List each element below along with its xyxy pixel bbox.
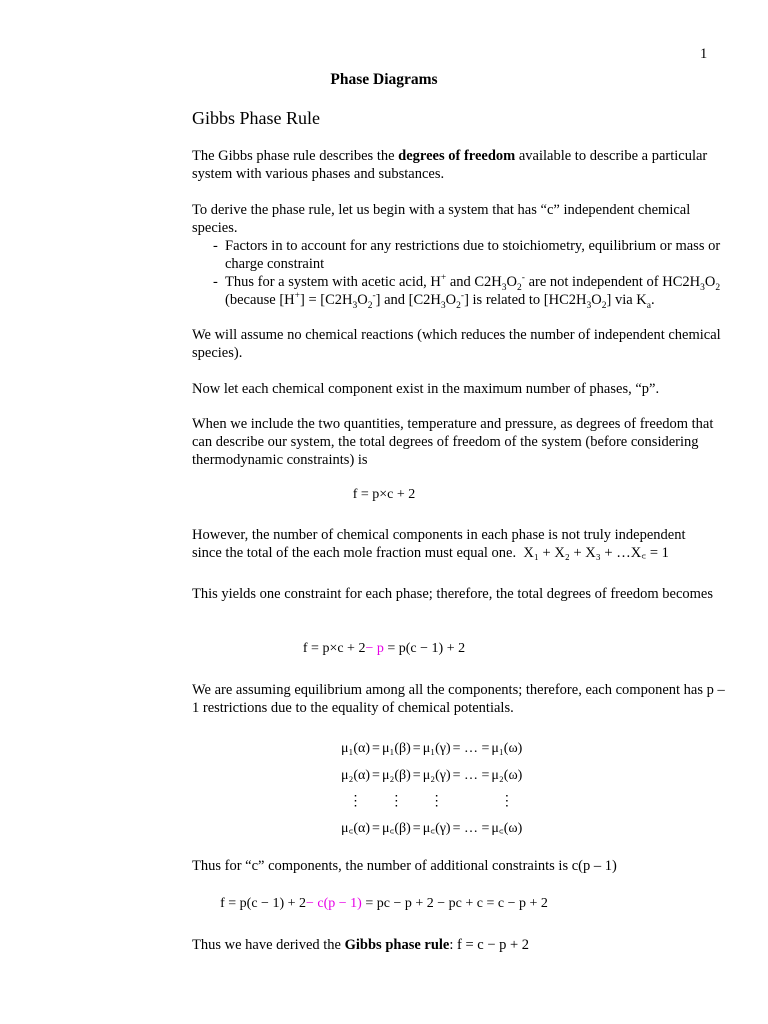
- constraint-phase-paragraph: This yields one constraint for each phase; therefore, the total degrees of freedom becomes: [192, 586, 713, 602]
- list-item: - Factors in to account for any restrictions due to stoichiometry, equilibrium or mass or charge constraint: [213, 237, 743, 273]
- equilibrium-paragraph: We are assuming equilibrium among all the components; therefore, each component has p – 1 restrictions due to the equality of chemical potentials.: [192, 682, 725, 716]
- list-item: - Thus for a system with acetic acid, H+ and $C2H_3O_2^-$ are not independent of $HC2H_3O_2$ (because $[H^+] = [C2H_3O_2^-]$ and $[C2H_3O_2^-]$ is related to $[HC2H_3O_2]$ via $K_a$.: [213, 273, 743, 309]
- equation-term: μ꜀(γ): [422, 820, 451, 836]
- conclusion-paragraph: Thus we have derived the Gibbs phase rule: f = c − p + 2: [192, 937, 530, 953]
- equation-term: ⋮: [499, 794, 514, 809]
- equation-row: [340, 736, 523, 763]
- equation-term: = … =: [452, 820, 490, 836]
- degrees-of-freedom-term: degrees of freedom: [398, 148, 516, 164]
- gibbs-phase-rule-term: Gibbs phase rule: [344, 937, 450, 953]
- equation-degrees-freedom: f = p×c + 2: [352, 487, 416, 502]
- equation-term: ⋮: [389, 794, 404, 809]
- derive-paragraph: To derive the phase rule, let us begin with a system that has “c” independent chemical species.: [192, 202, 691, 236]
- equation-term: μ₁(γ): [422, 741, 451, 756]
- equation-term: μ₁(ω): [491, 741, 523, 756]
- page-number: 1: [700, 46, 708, 62]
- equation-row: [340, 816, 523, 843]
- equation-term: μ₂(β): [381, 767, 411, 783]
- mole-fraction-paragraph: However, the number of chemical components in each phase is not truly independent since the total of the each mole fraction must equal one. X₁ + X₂ + X₃ + …X꜀ = 1: [192, 527, 686, 561]
- equation-row: [340, 763, 523, 790]
- equation-term: =: [372, 820, 380, 836]
- equation-term: μ꜀(β): [381, 820, 411, 836]
- equation-constraint: f = p×c + 2− p = p(c − 1) + 2: [302, 641, 466, 656]
- page-title: Phase Diagrams: [330, 71, 438, 88]
- section-heading: Gibbs Phase Rule: [192, 108, 320, 128]
- highlight-term: − c(p − 1): [306, 896, 362, 911]
- equation-term: μ₁(α): [341, 741, 371, 756]
- equation-term: =: [412, 741, 421, 756]
- mole-fraction-equation: X₁ + X₂ + X₃ + …X꜀ = 1: [523, 545, 669, 561]
- equation-term: μ₂(γ): [422, 767, 451, 783]
- equation-term: ⋮: [348, 794, 363, 809]
- equation-term: μ₁(β): [381, 741, 411, 756]
- equation-term: μ₂(ω): [491, 767, 523, 783]
- restrictions-list: [213, 237, 743, 309]
- equation-term: =: [372, 741, 380, 756]
- equation-term: [371, 789, 381, 816]
- include-quantities-paragraph: When we include the two quantities, temperature and pressure, as degrees of freedom that can describe our system, the total degrees of freedom of the system (before considering thermodynamic constraints) is: [192, 416, 714, 468]
- equation-term: = … =: [452, 741, 490, 756]
- intro-paragraph: The Gibbs phase rule describes the degrees of freedom available to describe a particular system with various phases and substances.: [192, 148, 708, 182]
- equation-term: ⋮: [429, 794, 444, 809]
- equation-row: [340, 789, 523, 816]
- equation-term: =: [412, 767, 421, 783]
- equation-derivation: f = p(c − 1) + 2− c(p − 1) = pc − p + 2 − pc + c = c − p + 2: [220, 896, 548, 911]
- additional-constraints-paragraph: Thus for “c” components, the number of additional constraints is c(p – 1): [192, 858, 617, 874]
- equation-term: =: [372, 767, 380, 783]
- highlight-term: − p: [365, 641, 384, 656]
- equation-term: = … =: [452, 767, 490, 783]
- no-reactions-paragraph: We will assume no chemical reactions (which reduces the number of independent chemical species).: [192, 327, 721, 361]
- max-phases-paragraph: Now let each chemical component exist in the maximum number of phases, “p”.: [192, 381, 660, 397]
- equation-term: μ꜀(α): [341, 820, 371, 836]
- equation-term: μ꜀(ω): [491, 820, 523, 836]
- equation-term: [452, 789, 491, 816]
- equation-term: μ₂(α): [341, 767, 371, 783]
- equation-term: =: [412, 820, 421, 836]
- chemical-potential-equations: [340, 736, 523, 842]
- equation-term: [412, 789, 422, 816]
